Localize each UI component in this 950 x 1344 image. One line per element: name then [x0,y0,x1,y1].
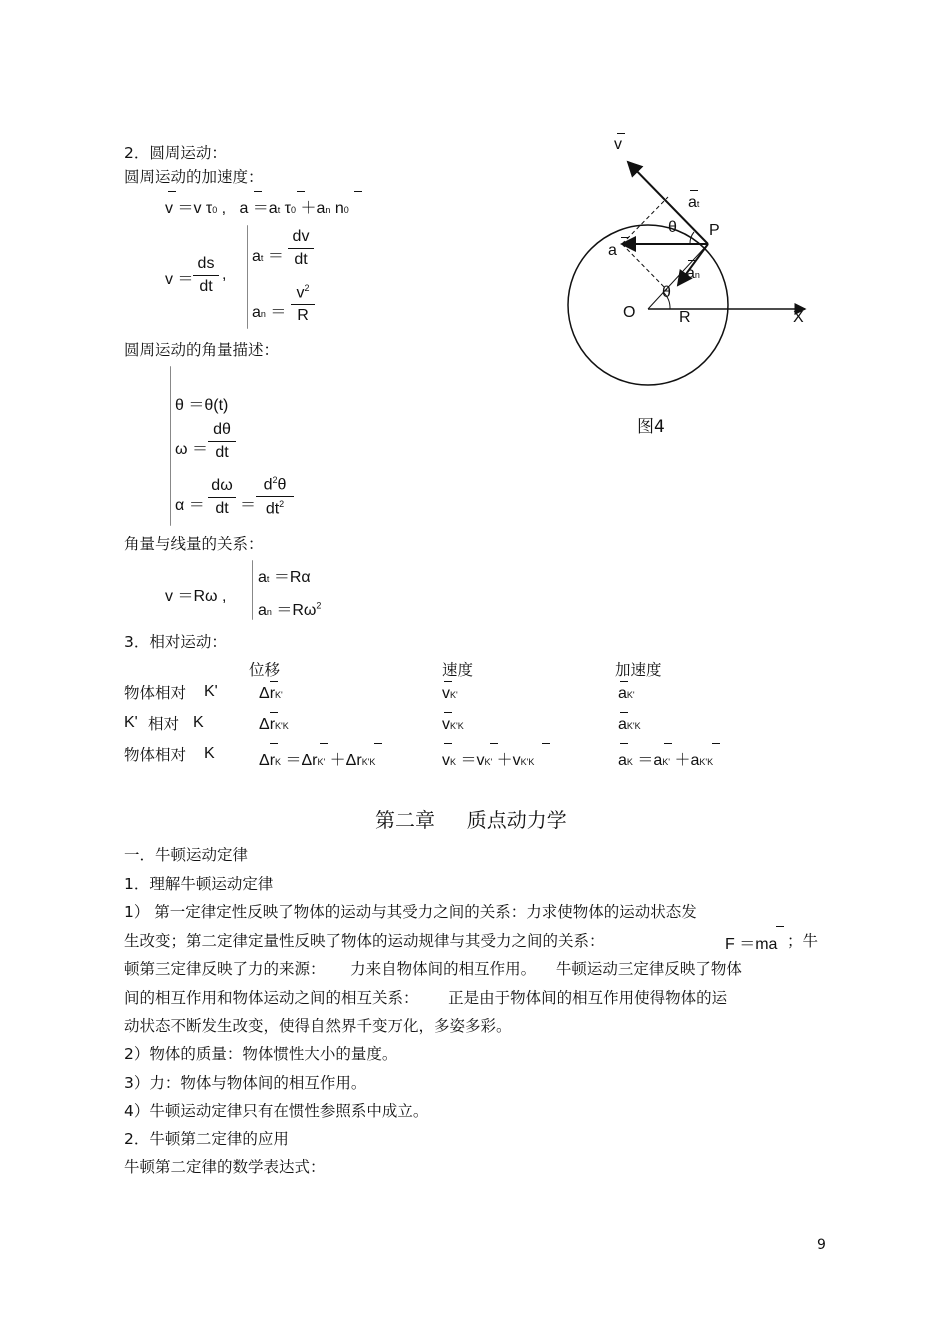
paragraph-line: 动状态不断发生改变，使得自然界千变万化，多姿多彩。 [124,1017,512,1035]
label-an: an [686,265,700,282]
label-R: R [679,309,691,326]
row-label: 相对 [148,715,180,733]
paragraph-line: 顿第三定律反映了力的来源： 力来自物体间的相互作用。 牛顿运动三定律反映了物体 [124,960,742,978]
column-header-displacement: 位移 [249,661,281,679]
row-frame-prefix: K' [124,714,138,731]
column-header-acceleration: 加速度 [615,661,662,679]
row-label: 物体相对 [124,746,187,764]
dashed-line-bottom [622,244,667,290]
angular-title: 圆周运动的角量描述： [124,341,280,359]
heading-second-law-application: 2．牛顿第二定律的应用 [124,1130,289,1148]
section-heading-circular: 2．圆周运动： [124,144,227,162]
label-theta-top: θ [668,219,677,236]
figure-caption: 图4 [637,417,665,437]
newton-second-law-formula: F ＝ma [725,936,778,953]
paragraph-line: ；牛 [787,932,819,950]
section-heading-relative: 3．相对运动： [124,633,227,651]
label-P: P [709,222,720,239]
circular-motion-figure [540,125,820,405]
paragraph-line: 间的相互作用和物体运动之间的相互关系： 正是由于物体间的相互作用使得物体的运 [124,989,728,1007]
accel-title: 圆周运动的加速度： [124,168,264,186]
row-frame: K' [204,683,218,700]
row-frame: K [193,714,204,731]
label-v: v [614,136,622,153]
paragraph-math-expression: 牛顿第二定律的数学表达式： [124,1158,326,1176]
paragraph-force: 3）力：物体与物体间的相互作用。 [124,1074,367,1092]
label-O: O [623,304,636,321]
paragraph-inertial-frame: 4）牛顿运动定律只有在惯性参照系中成立。 [124,1102,429,1120]
label-X: X [793,309,804,326]
label-at: at [688,194,700,211]
label-theta-bottom: θ [662,284,671,301]
chapter-title: 第二章 质点动力学 [375,808,567,832]
paragraph-line: 生改变；第二定律定量性反映了物体的运动规律与其受力之间的关系： [124,932,605,950]
row-label: 物体相对 [124,684,187,702]
column-header-velocity: 速度 [442,661,474,679]
heading-newton-laws: 一．牛顿运动定律 [124,846,249,864]
paragraph-mass: 2）物体的质量：物体惯性大小的量度。 [124,1045,398,1063]
label-a: a [608,242,617,259]
row-frame: K [204,745,215,762]
page-number: 9 [817,1237,826,1253]
relation-title: 角量与线量的关系： [124,535,264,553]
heading-understand-laws: 1．理解牛顿运动定律 [124,875,274,893]
paragraph-line: 1） 第一定律定性反映了物体的运动与其受力之间的关系：力求使物体的运动状态发 [124,903,697,921]
